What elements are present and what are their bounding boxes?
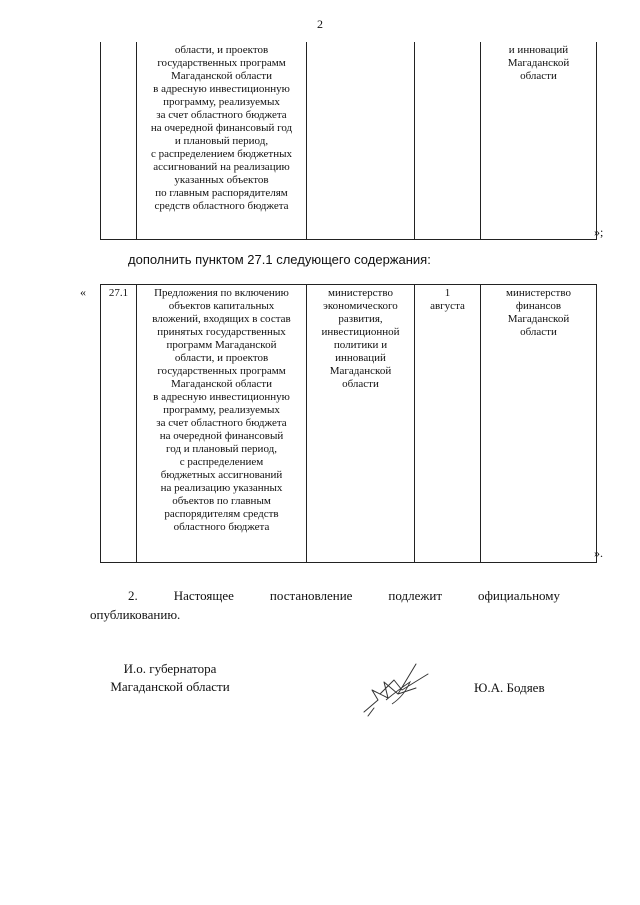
close-quote-1: »; — [594, 225, 604, 239]
paragraph-word: постановление — [269, 588, 353, 603]
paragraph-word: 2. — [128, 588, 138, 603]
signatory-title: И.о. губернатора Магаданской области — [110, 661, 230, 694]
intro-text: дополнить пунктом 27.1 следующего содержания: — [128, 252, 431, 267]
cell-deadline: 1 августа — [415, 285, 481, 563]
signatory-name: Ю.А. Бодяев — [474, 680, 545, 695]
paragraph-2-line-2: опубликованию. — [90, 607, 181, 622]
cell-coexecutor: и инноваций Магаданской области — [481, 42, 597, 240]
continued-table — [100, 42, 597, 240]
page-number: 2 — [317, 17, 323, 31]
close-quote-2: ». — [594, 546, 603, 560]
cell-text: Предложения по включению объектов капитальных вложений, входящих в состав принятых государственных программ Магаданской области, и проектов государственных программ Магаданской области в адресную инвестиционную программу, реализуемых за счет областного бюджета на очередной финансовый год и плановый период, с распределением бюджетных ассигнований на реализацию указанных объектов по главным распорядителям средств областного бюджета — [137, 285, 307, 563]
paragraph-word: Настоящее — [173, 588, 234, 603]
cell-number: 27.1 — [101, 285, 137, 563]
cell-responsible: министерство экономического развития, инвестиционной политики и инноваций Магаданской области — [307, 285, 415, 563]
paragraph-word: подлежит — [388, 588, 442, 603]
cell-text: области, и проектов государственных программ Магаданской области в адресную инвестиционную программу, реализуемых за счет областного бюджета на очередной финансовый год и плановый период, с распределением бюджетных ассигнований на реализацию указанных объектов по главным распорядителям средств областного бюджета — [137, 42, 307, 240]
table-row — [101, 285, 597, 563]
new-item-table — [100, 284, 597, 563]
cell-deadline — [415, 42, 481, 240]
paragraph-2-line-1 — [128, 588, 560, 604]
open-quote: « — [80, 285, 86, 299]
cell-coexecutor: министерство финансов Магаданской области — [481, 285, 597, 563]
cell-number — [101, 42, 137, 240]
cell-responsible — [307, 42, 415, 240]
handwritten-signature — [358, 660, 438, 720]
paragraph-word: официальному — [477, 588, 560, 603]
table-row — [101, 42, 597, 240]
